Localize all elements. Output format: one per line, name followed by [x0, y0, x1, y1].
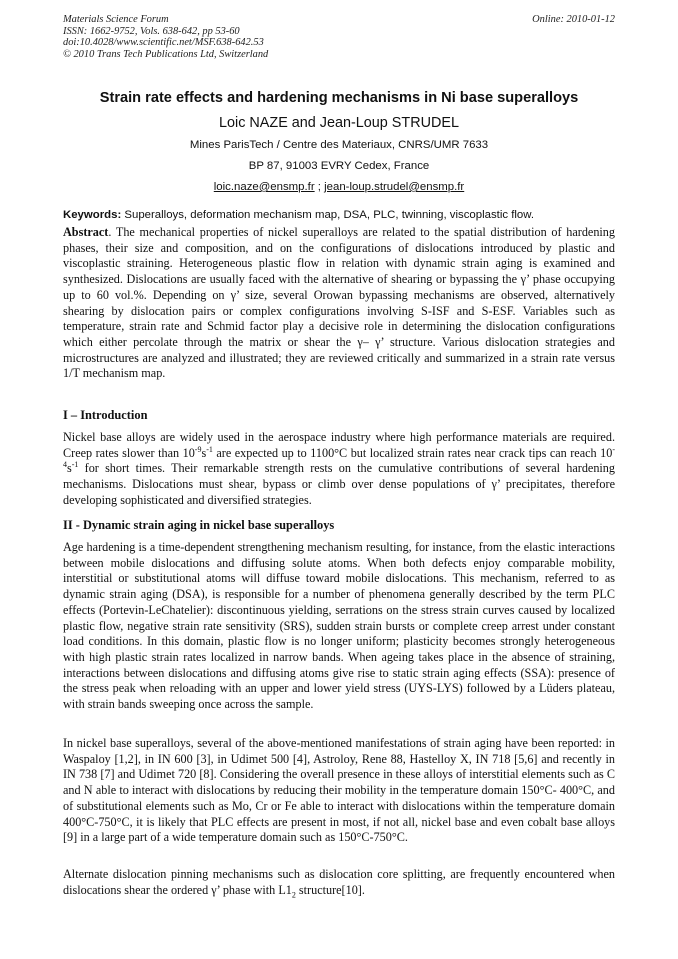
dsa-paragraph-3-text-a: Alternate dislocation pinning mechanisms such as dislocation core splitting, are frequently encountered when dislocations shear the ordered γ’ phase with L1	[63, 867, 615, 897]
section-heading-dsa: II - Dynamic strain aging in nickel base superalloys	[63, 518, 335, 532]
email-link-strudel[interactable]: jean-loup.strudel@ensmp.fr	[324, 181, 465, 193]
intro-text-e: for short times. Their remarkable strength rests on the cumulative contributions of several hardening mechanisms. Dislocations must shear, bypass or climb over dense populations of γ’ precipitates, therefore developing sophisticated and diversified strategies.	[63, 461, 615, 507]
paper-title: Strain rate effects and hardening mechanisms in Ni base superalloys	[99, 90, 579, 106]
author-emails	[40, 181, 638, 193]
intro-text-a: Nickel base alloys are widely used in the aerospace industry where high performance materials are required. Creep rates slower than 10	[63, 430, 615, 460]
intro-exponent-c: -4	[63, 444, 615, 470]
intro-exponent-b: -1	[206, 444, 213, 454]
journal-name: Materials Science Forum	[63, 14, 169, 25]
abstract-text: . The mechanical properties of nickel superalloys are related to the spatial distribution of hardening phases, their size and composition, and on the configurations of dislocations introduced by plastic and viscoplastic straining. Heterogeneous plastic flow in relation with dynamic strain aging is examined and synthesized. Dislocations are usually faced with the alternative of shearing or bypassing the γ’ phase occupying up to 60 vol.%. Depending on γ’ size, several Orowan bypassing mechanisms are observed, alternatively shearing by dislocation pairs or complex configurations involving S-ISF and S-ESF. Variables such as temperature, strain rate and Schmid factor play a decisive role in determining the dislocation configurations which either percolate through the matrix or shear the γ– γ’ structure. Various dislocation strategies and microstructures are analyzed and illustrated; they are reviewed critically and summarized in a strain rate versus 1/T mechanism map.	[63, 225, 615, 381]
abstract-label: Abstract	[63, 225, 109, 239]
intro-exponent-d: -1	[71, 460, 79, 470]
email-link-naze[interactable]: loic.naze@ensmp.fr	[213, 181, 315, 193]
dsa-paragraph-2: In nickel base superalloys, several of the above-mentioned manifestations of strain aging have been reported: in Waspaloy [1,2], in IN 600 [3], in Udimet 500 [4], Astroloy, Rene 88, Hastelloy X, IN 718 [5,6] and recently in IN 738 [7] and Udimet 720 [8]. Considering the overall presence in these alloys of interstitial elements such as C and N able to interact with dislocations by reducing their mobility in the temperature domain 150°C- 400°C, and of substitutional elements such as Mo, Cr or Fe able to interact with dislocations within the temperature domain 400°C-750°C, it is likely that PLC effects are present in most, if not all, nickel base and even cobalt base alloys [9] in a large part of a wide temperature domain such as 150°C-750°C.	[63, 736, 615, 845]
affiliation-line-2: BP 87, 91003 EVRY Cedex, France	[248, 160, 430, 172]
online-date: Online: 2010-01-12	[532, 14, 615, 25]
doi-line: doi:10.4028/www.scientific.net/MSF.638-642.53	[63, 37, 264, 49]
dsa-paragraph-3	[63, 867, 615, 898]
keywords-text: Superalloys, deformation mechanism map, DSA, PLC, twinning, viscoplastic flow.	[121, 209, 535, 221]
copyright-line: © 2010 Trans Tech Publications Ltd, Switzerland	[63, 48, 269, 60]
dsa-paragraph-3-text-b: structure[10].	[295, 882, 365, 897]
intro-text-b: s	[201, 445, 207, 460]
email-separator: ;	[314, 181, 325, 193]
abstract-paragraph	[63, 225, 615, 382]
issn-line: ISSN: 1662-9752, Vols. 638-642, pp 53-60	[63, 25, 240, 37]
section-heading-introduction: I – Introduction	[63, 408, 148, 422]
affiliation-line-1: Mines ParisTech / Centre des Materiaux, CNRS/UMR 7633	[189, 139, 489, 151]
dsa-paragraph-1: Age hardening is a time-dependent strengthening mechanism resulting, for instance, from the elastic interactions between mobile dislocations and diffusing solute atoms. When both defects enjoy comparable mobility, interstitial or substitutional atoms will diffuse toward mobile dislocations. This mechanism, referred to as dynamic strain aging (DSA), is responsible for a number of phenomena generally described by the term PLC effects (Portevin-LeChatelier): discontinuous yielding, serrations on the stress strain curves caused by localized plastic flow, negative strain rate sensitivity (SRS), sudden strain bursts or complete creep arrest under constant load conditions. In this domain, plastic flow is no longer uniform; plasticity becomes strongly heterogeneous with high plastic strain rates localized in narrow bands. When ageing takes place in the absence of straining, interactions between dislocations and diffusing atoms give rise to static strain aging effects (SSA): presence of the stress peak when reloading with an upper and lower yield stress (UYS-LYS) followed by a Lüders plateau, with strain bands sweeping once across the sample.	[63, 540, 615, 712]
paper-authors: Loic NAZE and Jean-Loup STRUDEL	[219, 115, 459, 131]
intro-text-c: are expected up to 1100°C but localized strain rates near crack tips can reach 10	[212, 445, 613, 460]
dsa-paragraph-3-subscript: 2	[291, 890, 296, 900]
keywords-line	[63, 209, 615, 221]
intro-exponent-a: -9	[194, 444, 202, 454]
publication-header	[63, 14, 615, 60]
introduction-paragraph	[63, 430, 615, 509]
intro-text-d: s	[67, 461, 72, 476]
keywords-label: Keywords:	[63, 209, 122, 221]
